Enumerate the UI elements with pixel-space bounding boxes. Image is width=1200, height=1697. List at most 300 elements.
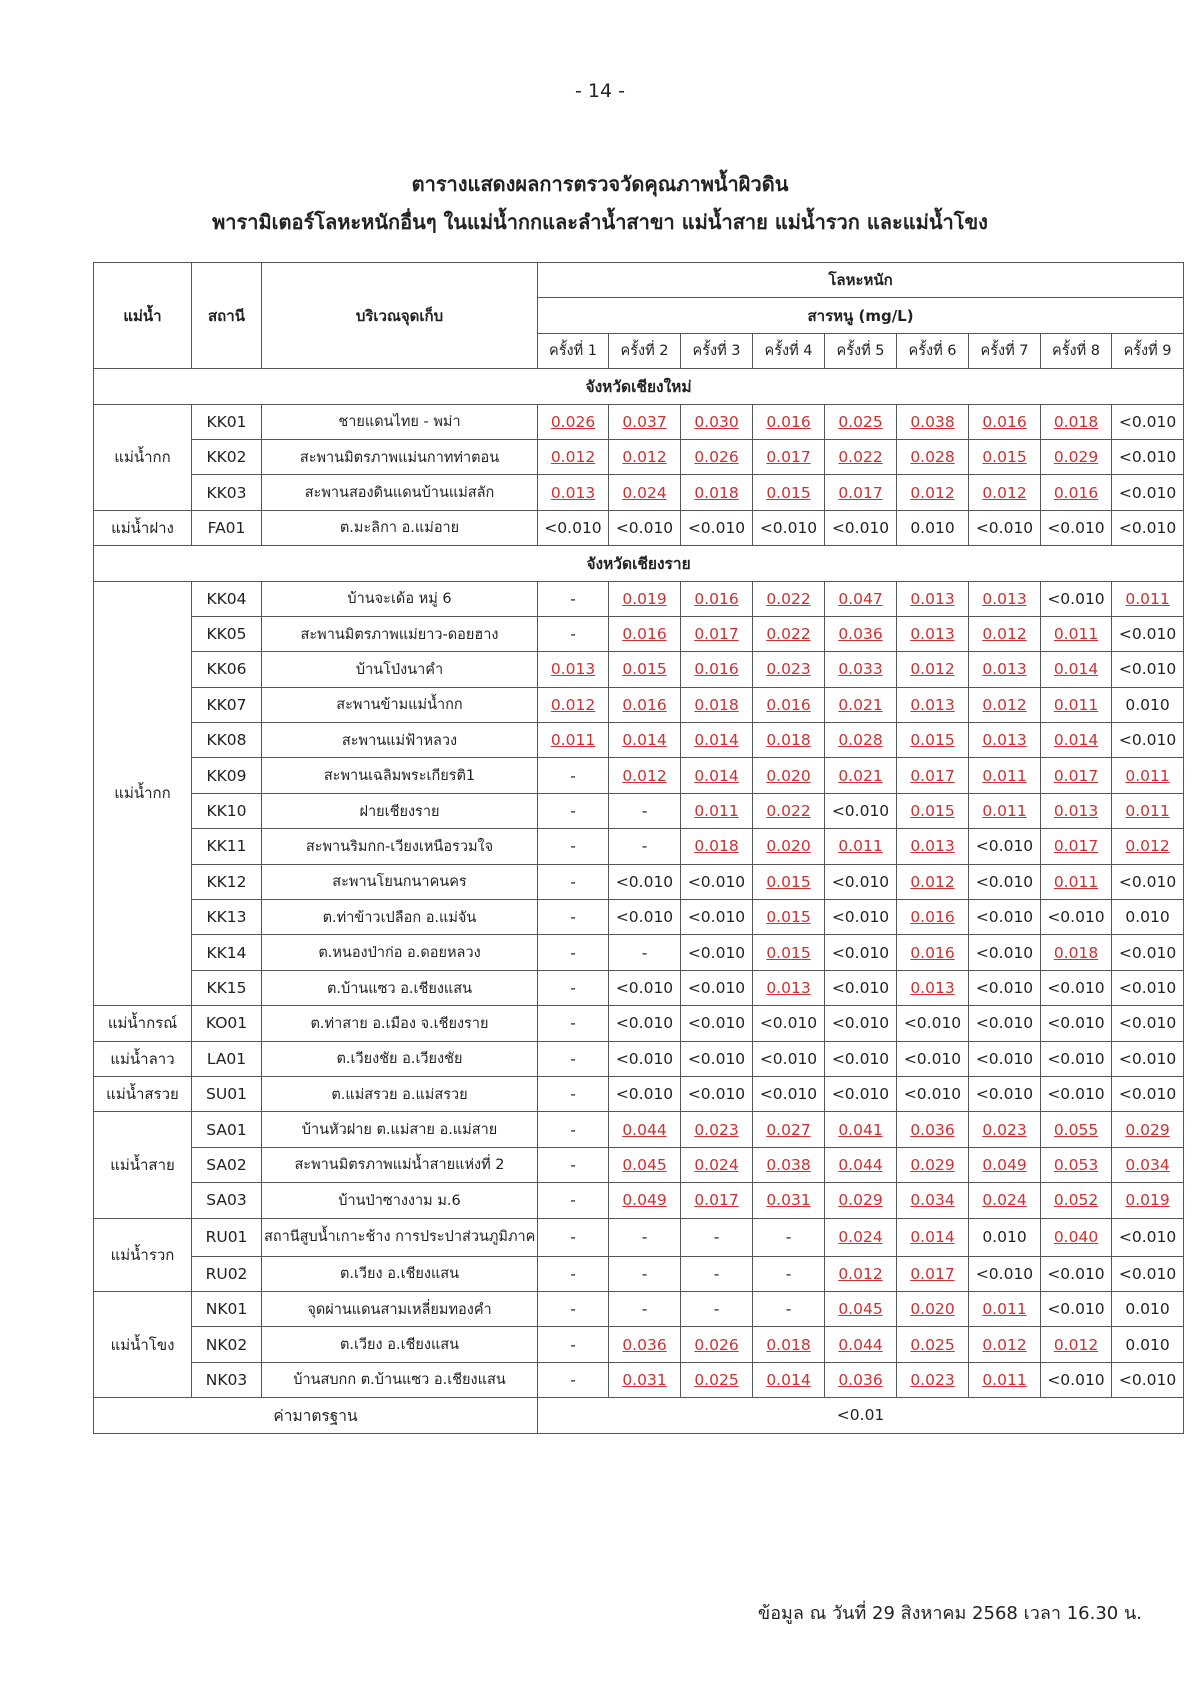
- sampling-location: ต.เวียง อ.เชียงแสน: [262, 1256, 538, 1291]
- value-cell-exceed: 0.015: [753, 935, 825, 970]
- value-cell-exceed: 0.038: [753, 1147, 825, 1182]
- value-cell: <0.010: [681, 1041, 753, 1076]
- value-cell: -: [538, 1256, 609, 1291]
- value-cell-exceed: 0.022: [825, 439, 897, 474]
- value-cell: -: [538, 935, 609, 970]
- value-cell: -: [538, 1076, 609, 1111]
- table-row: [94, 970, 1184, 1005]
- value-cell: <0.010: [681, 935, 753, 970]
- sampling-location: ฝายเชียงราย: [262, 793, 538, 828]
- station-code: KK14: [192, 935, 262, 970]
- sampling-location: สะพานโยนกนาคนคร: [262, 864, 538, 899]
- table-row: [94, 1362, 1184, 1397]
- river-name: แม่น้ำกก: [94, 404, 192, 510]
- value-cell-exceed: 0.016: [609, 616, 681, 651]
- station-code: KK06: [192, 652, 262, 687]
- value-cell-exceed: 0.029: [825, 1183, 897, 1218]
- value-cell: <0.010: [1112, 864, 1184, 899]
- value-cell-exceed: 0.012: [897, 652, 969, 687]
- value-cell: <0.010: [681, 970, 753, 1005]
- value-cell: -: [753, 1291, 825, 1326]
- value-cell: -: [609, 1256, 681, 1291]
- standard-value: <0.01: [538, 1398, 1184, 1433]
- value-cell: <0.010: [1112, 970, 1184, 1005]
- value-cell: -: [538, 793, 609, 828]
- sampling-location: บ้านหัวฝาย ต.แม่สาย อ.แม่สาย: [262, 1112, 538, 1147]
- table-row: [94, 1218, 1184, 1256]
- value-cell-exceed: 0.022: [753, 616, 825, 651]
- value-cell-exceed: 0.021: [825, 758, 897, 793]
- value-cell-exceed: 0.019: [1112, 1183, 1184, 1218]
- value-cell: -: [538, 1041, 609, 1076]
- value-cell-exceed: 0.016: [897, 900, 969, 935]
- value-cell-exceed: 0.011: [1112, 581, 1184, 616]
- value-cell-exceed: 0.045: [609, 1147, 681, 1182]
- table-row: [94, 510, 1184, 545]
- value-cell: -: [609, 829, 681, 864]
- station-code: KO01: [192, 1006, 262, 1041]
- sampling-location: ต.เวียง อ.เชียงแสน: [262, 1327, 538, 1362]
- header-location: บริเวณจุดเก็บ: [262, 263, 538, 369]
- value-cell: <0.010: [1112, 1006, 1184, 1041]
- value-cell: <0.010: [969, 1076, 1041, 1111]
- value-cell: -: [538, 1183, 609, 1218]
- header-heavy-metal: โลหะหนัก: [538, 263, 1184, 298]
- value-cell-exceed: 0.014: [753, 1362, 825, 1397]
- sampling-location: บ้านสบกก ต.บ้านแซว อ.เชียงแสน: [262, 1362, 538, 1397]
- value-cell: <0.010: [681, 864, 753, 899]
- value-cell-exceed: 0.036: [825, 1362, 897, 1397]
- value-cell: <0.010: [609, 1041, 681, 1076]
- value-cell: <0.010: [825, 510, 897, 545]
- station-code: FA01: [192, 510, 262, 545]
- table-subtitle: พารามิเตอร์โลหะหนักอื่นๆ ในแม่น้ำกกและลำน้ำสาขา แม่น้ำสาย แม่น้ำรวก และแม่น้ำโขง: [212, 210, 988, 234]
- value-cell-exceed: 0.017: [681, 616, 753, 651]
- table-row: [94, 829, 1184, 864]
- value-cell-exceed: 0.015: [753, 475, 825, 510]
- header-river: แม่น้ำ: [94, 263, 192, 369]
- province-heading: จังหวัดเชียงราย: [94, 546, 1184, 581]
- sampling-location: ต.เวียงชัย อ.เวียงชัย: [262, 1041, 538, 1076]
- value-cell: <0.010: [609, 1076, 681, 1111]
- value-cell-exceed: 0.025: [681, 1362, 753, 1397]
- table-row: [94, 404, 1184, 439]
- value-cell-exceed: 0.016: [969, 404, 1041, 439]
- value-cell: -: [538, 900, 609, 935]
- table-row: [94, 900, 1184, 935]
- value-cell-exceed: 0.015: [897, 793, 969, 828]
- value-cell-exceed: 0.016: [609, 687, 681, 722]
- value-cell: -: [681, 1291, 753, 1326]
- value-cell: -: [538, 970, 609, 1005]
- station-code: NK01: [192, 1291, 262, 1326]
- value-cell: <0.010: [897, 1041, 969, 1076]
- table-row: [94, 1112, 1184, 1147]
- value-cell-exceed: 0.012: [609, 439, 681, 474]
- sampling-location: ต.แม่สรวย อ.แม่สรวย: [262, 1076, 538, 1111]
- header-round: ครั้งที่ 6: [897, 333, 969, 368]
- value-cell-exceed: 0.013: [897, 829, 969, 864]
- station-code: SA02: [192, 1147, 262, 1182]
- value-cell-exceed: 0.012: [609, 758, 681, 793]
- value-cell: <0.010: [1041, 1006, 1112, 1041]
- value-cell: <0.010: [1112, 510, 1184, 545]
- value-cell-exceed: 0.026: [538, 404, 609, 439]
- table-row: [94, 1006, 1184, 1041]
- value-cell-exceed: 0.014: [681, 758, 753, 793]
- value-cell: 0.010: [1112, 1327, 1184, 1362]
- header-round: ครั้งที่ 7: [969, 333, 1041, 368]
- table-row: [94, 1147, 1184, 1182]
- value-cell: <0.010: [609, 1006, 681, 1041]
- value-cell: <0.010: [1041, 1291, 1112, 1326]
- value-cell: <0.010: [825, 900, 897, 935]
- value-cell: <0.010: [609, 900, 681, 935]
- table-row: [94, 1076, 1184, 1111]
- value-cell-exceed: 0.015: [753, 864, 825, 899]
- value-cell: <0.010: [538, 510, 609, 545]
- value-cell: <0.010: [825, 1076, 897, 1111]
- value-cell: <0.010: [825, 864, 897, 899]
- value-cell: <0.010: [825, 1006, 897, 1041]
- value-cell-exceed: 0.013: [897, 616, 969, 651]
- value-cell-exceed: 0.031: [609, 1362, 681, 1397]
- value-cell-exceed: 0.015: [609, 652, 681, 687]
- table-row: [94, 1041, 1184, 1076]
- value-cell-exceed: 0.024: [681, 1147, 753, 1182]
- value-cell-exceed: 0.011: [969, 1291, 1041, 1326]
- value-cell: <0.010: [1041, 1362, 1112, 1397]
- value-cell: <0.010: [1112, 1041, 1184, 1076]
- value-cell-exceed: 0.019: [609, 581, 681, 616]
- value-cell-exceed: 0.014: [1041, 723, 1112, 758]
- table-row: [94, 652, 1184, 687]
- value-cell: -: [538, 581, 609, 616]
- header-station: สถานี: [192, 263, 262, 369]
- value-cell-exceed: 0.012: [538, 439, 609, 474]
- value-cell-exceed: 0.018: [753, 1327, 825, 1362]
- value-cell-exceed: 0.012: [897, 475, 969, 510]
- value-cell: <0.010: [681, 1076, 753, 1111]
- value-cell: <0.010: [825, 793, 897, 828]
- value-cell-exceed: 0.025: [825, 404, 897, 439]
- value-cell: -: [753, 1256, 825, 1291]
- station-code: NK03: [192, 1362, 262, 1397]
- table-row: [94, 475, 1184, 510]
- value-cell-exceed: 0.013: [897, 687, 969, 722]
- value-cell: -: [681, 1218, 753, 1256]
- sampling-location: สะพานมิตรภาพแม่น้ำสายแห่งที่ 2: [262, 1147, 538, 1182]
- station-code: LA01: [192, 1041, 262, 1076]
- value-cell: <0.010: [1112, 1256, 1184, 1291]
- value-cell: <0.010: [969, 1041, 1041, 1076]
- station-code: KK11: [192, 829, 262, 864]
- value-cell-exceed: 0.022: [753, 793, 825, 828]
- river-name: แม่น้ำรวก: [94, 1218, 192, 1291]
- sampling-location: สถานีสูบน้ำเกาะช้าง การประปาส่วนภูมิภาค: [262, 1218, 538, 1256]
- table-row: [94, 864, 1184, 899]
- value-cell-exceed: 0.029: [1112, 1112, 1184, 1147]
- value-cell: -: [609, 793, 681, 828]
- sampling-location: ต.ท่าสาย อ.เมือง จ.เชียงราย: [262, 1006, 538, 1041]
- value-cell-exceed: 0.023: [681, 1112, 753, 1147]
- value-cell-exceed: 0.014: [681, 723, 753, 758]
- value-cell-exceed: 0.013: [538, 475, 609, 510]
- value-cell: -: [538, 864, 609, 899]
- value-cell-exceed: 0.026: [681, 439, 753, 474]
- sampling-location: สะพานเฉลิมพระเกียรติ1: [262, 758, 538, 793]
- value-cell-exceed: 0.016: [1041, 475, 1112, 510]
- station-code: KK05: [192, 616, 262, 651]
- sampling-location: ต.ท่าข้าวเปลือก อ.แม่จัน: [262, 900, 538, 935]
- value-cell: -: [538, 1112, 609, 1147]
- value-cell: <0.010: [1041, 581, 1112, 616]
- station-code: SA01: [192, 1112, 262, 1147]
- value-cell-exceed: 0.011: [1112, 758, 1184, 793]
- value-cell: <0.010: [681, 510, 753, 545]
- value-cell: <0.010: [1112, 439, 1184, 474]
- value-cell: <0.010: [753, 1041, 825, 1076]
- value-cell-exceed: 0.011: [1112, 793, 1184, 828]
- value-cell-exceed: 0.034: [897, 1183, 969, 1218]
- value-cell: <0.010: [1112, 616, 1184, 651]
- value-cell: <0.010: [609, 970, 681, 1005]
- value-cell: -: [753, 1218, 825, 1256]
- table-row: [94, 758, 1184, 793]
- value-cell: 0.010: [1112, 687, 1184, 722]
- river-name: แม่น้ำกก: [94, 581, 192, 1006]
- page-number: - 14 -: [575, 80, 625, 102]
- station-code: KK02: [192, 439, 262, 474]
- value-cell-exceed: 0.015: [969, 439, 1041, 474]
- value-cell-exceed: 0.015: [753, 900, 825, 935]
- sampling-location: จุดผ่านแดนสามเหลี่ยมทองคำ: [262, 1291, 538, 1326]
- value-cell-exceed: 0.017: [1041, 829, 1112, 864]
- value-cell: <0.010: [825, 970, 897, 1005]
- value-cell-exceed: 0.024: [825, 1218, 897, 1256]
- station-code: KK04: [192, 581, 262, 616]
- value-cell: <0.010: [1112, 935, 1184, 970]
- table-title: ตารางแสดงผลการตรวจวัดคุณภาพน้ำผิวดิน: [411, 172, 789, 196]
- value-cell-exceed: 0.011: [969, 758, 1041, 793]
- value-cell-exceed: 0.016: [753, 687, 825, 722]
- station-code: KK08: [192, 723, 262, 758]
- table-row: [94, 1183, 1184, 1218]
- value-cell-exceed: 0.012: [969, 687, 1041, 722]
- value-cell-exceed: 0.017: [897, 758, 969, 793]
- value-cell: <0.010: [1112, 1362, 1184, 1397]
- value-cell-exceed: 0.044: [825, 1147, 897, 1182]
- header-round: ครั้งที่ 9: [1112, 333, 1184, 368]
- value-cell-exceed: 0.024: [969, 1183, 1041, 1218]
- value-cell-exceed: 0.017: [681, 1183, 753, 1218]
- value-cell: <0.010: [1112, 475, 1184, 510]
- header-round: ครั้งที่ 8: [1041, 333, 1112, 368]
- value-cell: -: [681, 1256, 753, 1291]
- station-code: KK07: [192, 687, 262, 722]
- value-cell: <0.010: [681, 900, 753, 935]
- value-cell-exceed: 0.014: [609, 723, 681, 758]
- value-cell-exceed: 0.023: [969, 1112, 1041, 1147]
- value-cell: -: [538, 758, 609, 793]
- value-cell: -: [538, 1147, 609, 1182]
- value-cell-exceed: 0.047: [825, 581, 897, 616]
- value-cell: <0.010: [1112, 652, 1184, 687]
- sampling-location: สะพานมิตรภาพแม่ยาว-ดอยฮาง: [262, 616, 538, 651]
- value-cell-exceed: 0.013: [969, 581, 1041, 616]
- sampling-location: ชายแดนไทย - พม่า: [262, 404, 538, 439]
- value-cell: -: [538, 1218, 609, 1256]
- value-cell-exceed: 0.015: [897, 723, 969, 758]
- value-cell: -: [609, 1291, 681, 1326]
- value-cell-exceed: 0.012: [1112, 829, 1184, 864]
- value-cell-exceed: 0.011: [1041, 616, 1112, 651]
- value-cell-exceed: 0.018: [753, 723, 825, 758]
- river-name: แม่น้ำลาว: [94, 1041, 192, 1076]
- value-cell-exceed: 0.049: [969, 1147, 1041, 1182]
- value-cell: <0.010: [1041, 900, 1112, 935]
- value-cell-exceed: 0.011: [1041, 687, 1112, 722]
- value-cell: <0.010: [1112, 404, 1184, 439]
- value-cell-exceed: 0.049: [609, 1183, 681, 1218]
- value-cell-exceed: 0.012: [1041, 1327, 1112, 1362]
- value-cell-exceed: 0.012: [969, 475, 1041, 510]
- river-name: แม่น้ำฝาง: [94, 510, 192, 545]
- value-cell: <0.010: [753, 510, 825, 545]
- value-cell-exceed: 0.014: [897, 1218, 969, 1256]
- value-cell-exceed: 0.036: [825, 616, 897, 651]
- value-cell-exceed: 0.011: [969, 793, 1041, 828]
- value-cell-exceed: 0.020: [753, 829, 825, 864]
- value-cell-exceed: 0.034: [1112, 1147, 1184, 1182]
- sampling-location: สะพานริมกก-เวียงเหนือรวมใจ: [262, 829, 538, 864]
- value-cell: <0.010: [1041, 510, 1112, 545]
- value-cell-exceed: 0.031: [753, 1183, 825, 1218]
- value-cell: 0.010: [969, 1218, 1041, 1256]
- value-cell-exceed: 0.020: [753, 758, 825, 793]
- value-cell: <0.010: [1112, 1076, 1184, 1111]
- sampling-location: บ้านโป่งนาคำ: [262, 652, 538, 687]
- river-name: แม่น้ำโขง: [94, 1291, 192, 1397]
- header-arsenic: สารหนู (mg/L): [538, 298, 1184, 333]
- value-cell: <0.010: [609, 510, 681, 545]
- value-cell-exceed: 0.041: [825, 1112, 897, 1147]
- sampling-location: สะพานมิตรภาพแม่นกาทท่าตอน: [262, 439, 538, 474]
- value-cell-exceed: 0.013: [897, 970, 969, 1005]
- value-cell-exceed: 0.013: [897, 581, 969, 616]
- value-cell: <0.010: [1041, 1041, 1112, 1076]
- table-row: [94, 935, 1184, 970]
- station-code: KK01: [192, 404, 262, 439]
- station-code: KK10: [192, 793, 262, 828]
- value-cell-exceed: 0.018: [1041, 404, 1112, 439]
- value-cell-exceed: 0.033: [825, 652, 897, 687]
- sampling-location: สะพานแม่ฟ้าหลวง: [262, 723, 538, 758]
- value-cell-exceed: 0.055: [1041, 1112, 1112, 1147]
- value-cell: <0.010: [897, 1076, 969, 1111]
- river-name: แม่น้ำสาย: [94, 1112, 192, 1218]
- station-code: KK03: [192, 475, 262, 510]
- value-cell-exceed: 0.016: [753, 404, 825, 439]
- value-cell: <0.010: [753, 1006, 825, 1041]
- value-cell-exceed: 0.053: [1041, 1147, 1112, 1182]
- sampling-location: ต.หนองป่าก่อ อ.ดอยหลวง: [262, 935, 538, 970]
- station-code: NK02: [192, 1327, 262, 1362]
- header-round: ครั้งที่ 5: [825, 333, 897, 368]
- value-cell-exceed: 0.044: [825, 1327, 897, 1362]
- value-cell-exceed: 0.018: [681, 829, 753, 864]
- value-cell-exceed: 0.012: [897, 864, 969, 899]
- sampling-location: สะพานสองดินแดนบ้านแม่สลัก: [262, 475, 538, 510]
- value-cell-exceed: 0.017: [897, 1256, 969, 1291]
- value-cell-exceed: 0.016: [681, 652, 753, 687]
- value-cell-exceed: 0.016: [681, 581, 753, 616]
- value-cell-exceed: 0.011: [1041, 864, 1112, 899]
- value-cell-exceed: 0.036: [609, 1327, 681, 1362]
- value-cell-exceed: 0.029: [1041, 439, 1112, 474]
- river-name: แม่น้ำสรวย: [94, 1076, 192, 1111]
- value-cell-exceed: 0.016: [897, 935, 969, 970]
- header-round: ครั้งที่ 3: [681, 333, 753, 368]
- table-row: [94, 793, 1184, 828]
- value-cell-exceed: 0.044: [609, 1112, 681, 1147]
- value-cell-exceed: 0.018: [681, 475, 753, 510]
- sampling-location: สะพานข้ามแม่น้ำกก: [262, 687, 538, 722]
- value-cell-exceed: 0.013: [753, 970, 825, 1005]
- station-code: KK12: [192, 864, 262, 899]
- value-cell: <0.010: [825, 935, 897, 970]
- value-cell: -: [609, 1218, 681, 1256]
- value-cell-exceed: 0.045: [825, 1291, 897, 1326]
- value-cell-exceed: 0.014: [1041, 652, 1112, 687]
- value-cell: <0.010: [969, 970, 1041, 1005]
- value-cell: <0.010: [969, 829, 1041, 864]
- value-cell-exceed: 0.027: [753, 1112, 825, 1147]
- value-cell-exceed: 0.012: [825, 1256, 897, 1291]
- value-cell-exceed: 0.020: [897, 1291, 969, 1326]
- value-cell-exceed: 0.011: [825, 829, 897, 864]
- value-cell-exceed: 0.030: [681, 404, 753, 439]
- table-row: [94, 723, 1184, 758]
- value-cell-exceed: 0.013: [538, 652, 609, 687]
- value-cell-exceed: 0.012: [969, 616, 1041, 651]
- value-cell-exceed: 0.028: [825, 723, 897, 758]
- value-cell: 0.010: [1112, 900, 1184, 935]
- value-cell: <0.010: [1041, 1256, 1112, 1291]
- value-cell-exceed: 0.026: [681, 1327, 753, 1362]
- table-row: [94, 1256, 1184, 1291]
- header-round: ครั้งที่ 1: [538, 333, 609, 368]
- value-cell: -: [538, 1006, 609, 1041]
- value-cell: <0.010: [609, 864, 681, 899]
- value-cell-exceed: 0.012: [538, 687, 609, 722]
- value-cell: -: [538, 1362, 609, 1397]
- value-cell-exceed: 0.038: [897, 404, 969, 439]
- arsenic-results-table: [93, 262, 1184, 1434]
- value-cell-exceed: 0.021: [825, 687, 897, 722]
- table-row: [94, 1327, 1184, 1362]
- value-cell-exceed: 0.036: [897, 1112, 969, 1147]
- table-row: [94, 1291, 1184, 1326]
- sampling-location: ต.บ้านแซว อ.เชียงแสน: [262, 970, 538, 1005]
- value-cell-exceed: 0.017: [825, 475, 897, 510]
- value-cell: <0.010: [969, 900, 1041, 935]
- value-cell-exceed: 0.017: [753, 439, 825, 474]
- value-cell-exceed: 0.011: [538, 723, 609, 758]
- value-cell-exceed: 0.022: [753, 581, 825, 616]
- value-cell-exceed: 0.011: [969, 1362, 1041, 1397]
- header-round: ครั้งที่ 2: [609, 333, 681, 368]
